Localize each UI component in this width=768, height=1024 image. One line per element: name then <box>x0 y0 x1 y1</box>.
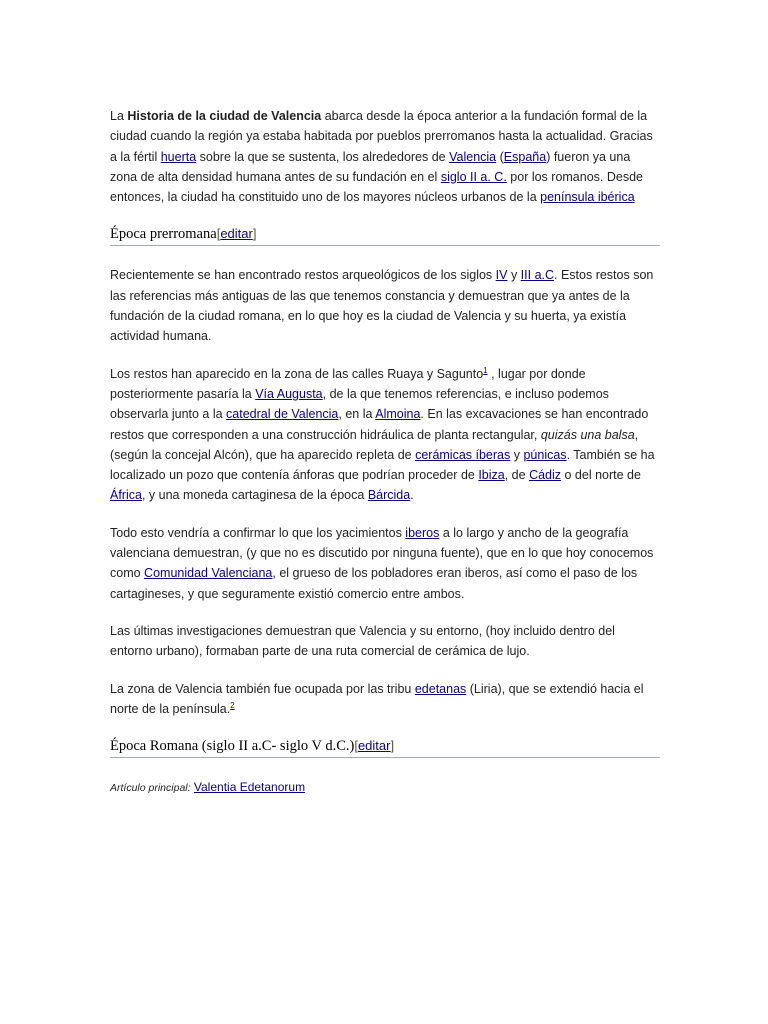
link-edetanas[interactable]: edetanas <box>414 681 467 696</box>
paragraph-yacimientos-iberos <box>110 523 660 604</box>
link-iii-ac[interactable]: III a.C <box>520 268 555 283</box>
main-article-note <box>110 777 660 798</box>
text: Los restos han aparecido en la zona de las calles Ruaya y Sagunto <box>110 366 484 381</box>
bracket: [ <box>216 226 221 242</box>
link-barcida[interactable]: Bárcida <box>367 488 411 503</box>
link-cadiz[interactable]: Cádiz <box>529 468 562 483</box>
link-peninsula-iberica[interactable]: península ibérica <box>540 190 635 205</box>
edit-link-romana[interactable]: editar <box>357 738 391 754</box>
section-title: Época Romana (siglo II a.C- siglo V d.C.) <box>110 738 355 755</box>
link-comunidad-valenciana[interactable]: Comunidad Valenciana <box>144 566 273 581</box>
link-africa[interactable]: África <box>110 488 142 503</box>
link-punicas[interactable]: púnicas <box>523 447 567 462</box>
text: y <box>510 447 524 462</box>
text: . Estos restos son las referencias más antiguas de las que tenemos constancia y demuestran que ya antes de la fundación de la ciudad romana, en lo que hoy es la ciudad de Valencia y su huerta, ya existía actividad humana. <box>110 268 654 344</box>
bracket: ] <box>390 738 395 754</box>
link-huerta[interactable]: huerta <box>160 149 197 164</box>
text: o del norte de <box>561 468 641 483</box>
text: ( <box>496 149 504 164</box>
text: , en la <box>338 407 376 422</box>
link-ibiza[interactable]: Ibiza <box>478 468 505 483</box>
bracket: ] <box>252 226 257 242</box>
text: , de la que tenemos referencias, e incluso podemos observarla junto a la <box>110 386 609 422</box>
text: La zona de Valencia también fue ocupada por las tribu <box>110 681 415 696</box>
paragraph-restos-arqueologicos <box>110 265 660 346</box>
text: Todo esto vendría a confirmar lo que los yacimientos <box>110 525 406 540</box>
paragraph-edetanas <box>110 679 660 720</box>
section-heading-prerromana <box>110 224 660 246</box>
text: , de <box>504 468 530 483</box>
section-title: Época prerromana <box>110 226 217 243</box>
link-iv[interactable]: IV <box>495 268 508 283</box>
link-iberos[interactable]: iberos <box>405 525 440 540</box>
article-title-bold: Historia de la ciudad de Valencia <box>127 109 322 123</box>
paragraph-investigaciones <box>110 621 660 662</box>
text: . También se ha localizado un pozo que contenía ánforas que podrían proceder de <box>110 447 655 483</box>
text: . En las excavaciones se han encontrado restos que corresponden a una construcción hidráulica de planta rectangular, <box>110 407 649 442</box>
text: , (según la concejal Alcón), que ha aparecido repleta de <box>110 427 639 462</box>
intro-paragraph <box>110 106 660 207</box>
link-valencia[interactable]: Valencia <box>449 149 497 164</box>
text: , el grueso de los pobladores eran iberos, así como el paso de los cartagineses, y que seguramente existió comercio entre ambos. <box>110 566 638 601</box>
paragraph-ruaya-sagunto <box>110 364 660 506</box>
link-espana[interactable]: España <box>503 149 547 164</box>
text: Las últimas investigaciones demuestran que Valencia y su entorno, (hoy incluido dentro del entorno urbano), formaban parte de una ruta comercial de cerámica de lujo. <box>110 623 615 659</box>
link-siglo-ii-ac[interactable]: siglo II a. C. <box>440 169 507 184</box>
link-via-augusta[interactable]: Vía Augusta <box>255 386 323 401</box>
link-catedral-valencia[interactable]: catedral de Valencia <box>226 407 339 422</box>
link-ceramicas-iberas[interactable]: cerámicas íberas <box>415 447 511 462</box>
text: a lo largo y ancho de la geografía valenciana demuestran, (y que no es discutido por ninguna fuente), que en lo que hoy conocemos como <box>110 525 654 581</box>
text: y <box>507 268 521 283</box>
text: ) fueron ya una zona de alta densidad humana antes de su fundación en el <box>110 149 631 184</box>
text: sobre la que se sustenta, los alrededores de <box>196 149 450 164</box>
text: por los romanos. Desde entonces, la ciudad ha constituido uno de los mayores núcleos urbanos de la <box>110 169 643 205</box>
main-article-label: Artículo principal: <box>110 782 191 795</box>
link-valentia-edetanorum[interactable]: Valentia Edetanorum <box>193 780 306 795</box>
edit-link-prerromana[interactable]: editar <box>220 226 253 242</box>
text: abarca desde la época anterior a la fundación formal de la ciudad cuando la región ya estaba habitada por pueblos prerromanos hasta la actualidad. Gracias a la fértil <box>110 109 653 164</box>
section-heading-romana <box>110 736 660 758</box>
link-almoina[interactable]: Almoina <box>375 407 421 422</box>
text: . <box>410 488 414 503</box>
text: La <box>110 109 128 123</box>
text: (Liria), que se extendió hacia el norte de la península. <box>110 681 644 716</box>
footnote-ref-2[interactable]: 2 <box>230 700 235 710</box>
italic-text: quizás una balsa <box>540 427 635 442</box>
bracket: [ <box>354 738 358 754</box>
text: , y una moneda cartaginesa de la época <box>141 488 368 503</box>
footnote-ref-1[interactable]: 1 <box>483 365 488 375</box>
text: , lugar por donde posteriormente pasaría la <box>110 366 586 401</box>
text: Recientemente se han encontrado restos arqueológicos de los siglos <box>110 268 496 283</box>
article-body <box>110 106 660 798</box>
